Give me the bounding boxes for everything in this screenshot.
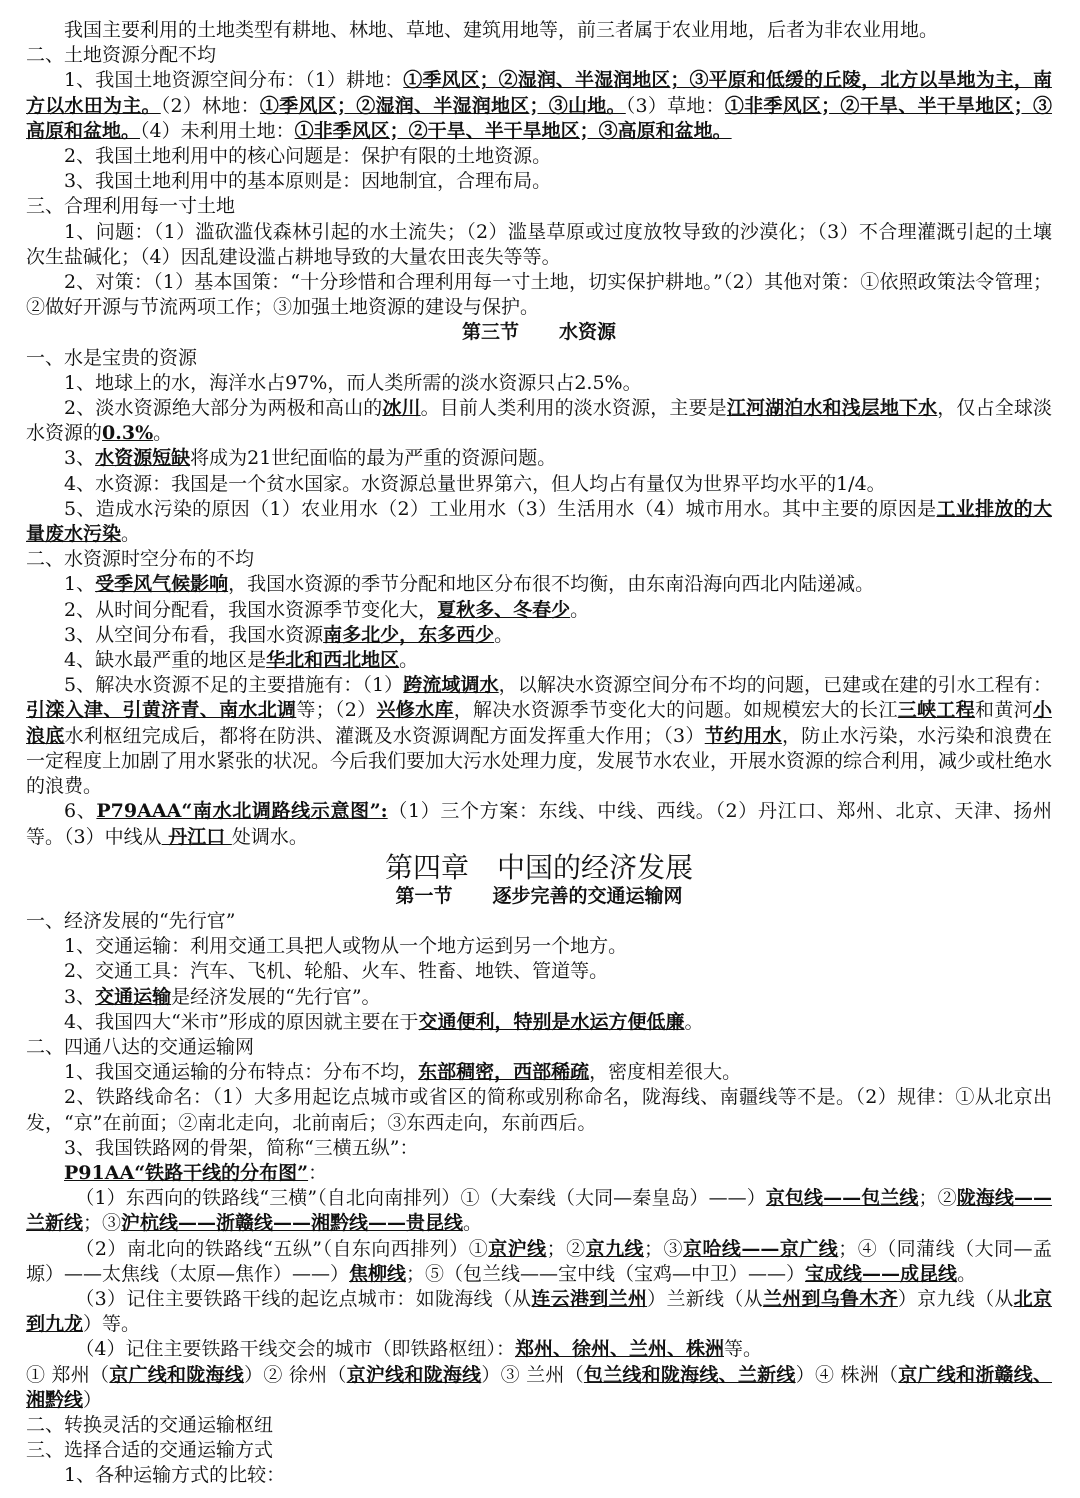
- text: 4、我国四大“米市”形成的原因就主要在于: [64, 1010, 419, 1033]
- key-text: ①非季风区；②干旱、半干旱地区；③高原和盆地。: [26, 94, 1052, 142]
- text: 2、淡水资源绝大部分为两极和高山的: [64, 397, 383, 420]
- key-text: 焦柳线: [349, 1262, 407, 1285]
- section-name: 逐步完善的交通运输网: [492, 884, 683, 907]
- text: ；③: [83, 1212, 122, 1235]
- text: 等。: [724, 1338, 763, 1361]
- heading-network: 二、四通八达的交通运输网: [26, 1035, 255, 1058]
- water-p5: [26, 497, 1052, 547]
- modes-compare: 1、各种运输方式的比较：: [64, 1464, 286, 1487]
- water-t6: [26, 799, 1052, 849]
- transport-e4: [26, 1010, 1052, 1035]
- water-p1: 1、地球上的水，海洋水占97%，而人类所需的淡水资源只占2.5%。: [64, 371, 642, 394]
- land-intro: 我国主要利用的土地类型有耕地、林地、草地、建筑用地等，前三者属于农业用地，后者为非农业用地。: [64, 19, 939, 41]
- key-text: 小浪底: [26, 699, 1052, 747]
- network-endpoints: [26, 1287, 1052, 1337]
- heading-water-uneven: 二、水资源时空分布的不均: [26, 548, 255, 571]
- text: ① 郑州（: [26, 1363, 110, 1386]
- text: 。: [463, 1212, 483, 1235]
- text: 处调水。: [231, 825, 308, 848]
- text: 。: [494, 623, 514, 646]
- text: 4、缺水最严重的地区是: [64, 649, 267, 672]
- text: ，密度相差很大。: [589, 1061, 742, 1084]
- key-text: 京沪线和陇海线: [346, 1363, 482, 1386]
- key-text: 京九线: [585, 1237, 645, 1260]
- text: ）等。: [83, 1313, 141, 1336]
- key-text: 陇海线——兰新线: [26, 1187, 1052, 1235]
- text: 5、解决水资源不足的主要措施有：（1）: [64, 674, 404, 697]
- network-horizontal: [26, 1186, 1052, 1236]
- text: ；②: [546, 1237, 586, 1260]
- text: 。: [399, 649, 419, 672]
- key-text: 引滦入津、引黄济青、南水北调: [26, 699, 297, 722]
- key-text: 京广线和陇海线: [109, 1363, 245, 1386]
- key-text: ①季风区；②湿润、半湿润地区；③平原和低缓的丘陵，北方以旱地为主，南方以水田为主。: [26, 69, 1052, 117]
- chapter-title: 第四章 中国的经济发展: [384, 850, 693, 884]
- key-text: 节约用水: [704, 724, 782, 747]
- key-text: 东部稠密，西部稀疏: [418, 1061, 590, 1084]
- transport-e3: [26, 985, 1052, 1010]
- text: ：: [308, 1161, 328, 1184]
- text: ；⑤（包兰线——宝中线（宝鸡—中卫）——）: [406, 1262, 806, 1285]
- key-text: 受季风气候影响: [95, 573, 229, 596]
- key-text: ①非季风区；②干旱、半干旱地区；③高原和盆地。: [294, 119, 732, 142]
- text: 。: [957, 1262, 977, 1285]
- heading-pioneer: 一、经济发展的“先行官”: [26, 909, 236, 932]
- key-text: 连云港到兰州: [531, 1287, 648, 1310]
- text: 。: [570, 598, 590, 621]
- land-principle: 3、我国土地利用中的基本原则是：因地制宜，合理布局。: [64, 170, 552, 193]
- key-text: 沪杭线——浙赣线——湘黔线——贵昆线: [121, 1212, 464, 1235]
- key-text: 冰川: [382, 397, 421, 420]
- key-text: 交通运输: [95, 985, 172, 1008]
- key-text: 京包线——包兰线: [765, 1187, 919, 1210]
- key-text: 江河湖泊水和浅层地下水: [726, 397, 938, 420]
- section-number: 第一节: [395, 884, 453, 907]
- text: ；④（同蒲线（大同—孟塬）——太焦线（太原—焦作）——）: [26, 1237, 1052, 1285]
- text: 6、: [64, 800, 97, 823]
- key-text: ①季风区；②湿润、半湿润地区；③山地。: [259, 94, 626, 117]
- text: 3、: [64, 447, 96, 470]
- water-t4: [26, 648, 1052, 673]
- text: ）③ 兰州（: [481, 1363, 584, 1386]
- heading-water-precious: 一、水是宝贵的资源: [26, 346, 198, 369]
- land-distribution: [26, 68, 1052, 144]
- text: 。: [121, 523, 141, 546]
- key-text: 南多北少，东多西少: [323, 623, 495, 646]
- text: 。: [684, 1010, 704, 1033]
- key-text: 跨流域调水: [403, 674, 499, 697]
- water-p3: [26, 446, 1052, 471]
- text: （3）草地：: [625, 94, 725, 117]
- water-t1: [26, 572, 1052, 597]
- network-hub-details: [26, 1363, 1052, 1413]
- text: （4）记住主要铁路干线交会的城市（即铁路枢纽）：: [75, 1338, 515, 1361]
- text: （2）南北向的铁路线“五纵”（自东向西排列）①: [75, 1237, 489, 1260]
- heading-modes: 三、选择合适的交通运输方式: [26, 1439, 274, 1462]
- text: ，解决水资源季节变化大的问题。如规模宏大的长江: [453, 699, 898, 722]
- text: 3、: [64, 985, 96, 1008]
- text: （2）林地：: [160, 94, 260, 117]
- text: 1、我国交通运输的分布特点：分布不均，: [64, 1061, 419, 1084]
- key-text: 交通便利，特别是水运方便低廉: [418, 1010, 685, 1033]
- text: 3、从空间分布看，我国水资源: [64, 623, 324, 646]
- key-text: 兰州到乌鲁木齐: [762, 1287, 898, 1310]
- key-text: P79AAA“南水北调路线示意图”:: [96, 800, 388, 823]
- text: （3）记住主要铁路干线的起讫点城市：如陇海线（从: [75, 1287, 532, 1310]
- key-text: 水资源短缺: [95, 447, 191, 470]
- key-text: 丹江口: [161, 825, 232, 848]
- water-t3: [26, 623, 1052, 648]
- key-text: 北京到九龙: [26, 1287, 1052, 1336]
- land-core-issue: 2、我国土地利用中的核心问题是：保护有限的土地资源。: [64, 145, 552, 168]
- text: ）: [83, 1388, 103, 1411]
- heading-land-uneven: 二、土地资源分配不均: [26, 44, 217, 67]
- key-text: 工业排放的大量废水污染: [26, 497, 1052, 546]
- section-title-water: [26, 320, 1052, 345]
- key-text: 0.3%: [102, 422, 154, 445]
- text: 2、从时间分配看，我国水资源季节变化大，: [64, 598, 438, 621]
- network-vertical: [26, 1237, 1052, 1287]
- heading-hubs: 二、转换灵活的交通运输枢纽: [26, 1413, 274, 1436]
- key-text: 郑州、徐州、兰州、株洲: [514, 1338, 724, 1361]
- transport-e1: 1、交通运输：利用交通工具把人或物从一个地方运到另一个地方。: [64, 935, 628, 958]
- land-measures: 2、对策：（1）基本国策：“十分珍惜和合理利用每一寸土地，切实保护耕地。”（2）其他对策：①依照政策法令管理；②做好开源与节流两项工作；③加强土地资源的建设与保护。: [26, 271, 1052, 319]
- text: ；③: [644, 1237, 683, 1260]
- network-r3: 3、我国铁路网的骨架，简称“三横五纵”：: [64, 1136, 419, 1159]
- key-text: 京哈线——京广线: [682, 1237, 839, 1260]
- text: ）京九线（从: [897, 1287, 1014, 1310]
- text: （1）东西向的铁路线“三横”（自北向南排列）①（大秦线（大同—秦皇岛）——）: [75, 1187, 766, 1210]
- text: 等；（2）: [296, 699, 377, 722]
- section-title-transport: [26, 884, 1052, 909]
- text: 。: [153, 422, 173, 445]
- key-text: 夏秋多、冬春少: [437, 598, 571, 621]
- section-number: 第三节: [461, 321, 519, 344]
- text: ，以解决水资源空间分布不均的问题，已建或在建的引水工程有：: [498, 674, 1052, 697]
- text: ）④ 株洲（: [795, 1363, 899, 1386]
- heading-land-rational: 三、合理利用每一寸土地: [26, 195, 236, 218]
- text: 水利枢纽完成后，都将在防洪、灌溉及水资源调配方面发挥重大作用；（3）: [64, 724, 705, 747]
- key-text: 包兰线和陇海线、兰新线: [583, 1363, 796, 1386]
- land-problems: 1、问题：（1）滥砍滥伐森林引起的水土流失；（2）滥垦草原或过度放牧导致的沙漠化；（3）不合理灌溉引起的土壤次生盐碱化；（4）因乱建设滥占耕地导致的大量农田丧失等等。: [26, 220, 1052, 268]
- network-hubs: [26, 1337, 1052, 1362]
- section-name: 水资源: [559, 321, 617, 344]
- text: 和黄河: [975, 699, 1033, 722]
- text: ；②: [918, 1187, 957, 1210]
- text: ，防止水污染，水污染和浪费在一定程度上加剧了用水紧张的状况。今后我们要加大污水处理力度，发展节水农业，开展水资源的综合利用，减少或杜绝水的浪费。: [26, 724, 1053, 798]
- key-text: 三峡工程: [897, 699, 976, 722]
- water-t5: [26, 673, 1052, 799]
- text: 将成为21世纪面临的最为严重的资源问题。: [190, 447, 557, 470]
- text: 5、造成水污染的原因（1）农业用水（2）工业用水（3）生活用水（4）城市用水。其中主要的原因是: [64, 497, 937, 520]
- text: （1）三个方案：东线、中线、西线。（2）丹江口、郑州、北京、天津、扬州等。（3）中线从: [26, 800, 1052, 848]
- network-r2: 2、铁路线命名：（1）大多用起讫点城市或省区的简称或别称命名，陇海线、南疆线等不是。（2）规律：①从北京出发，“京”在前面；②南北走向，北前南后；③东西走向，东前西后。: [26, 1086, 1052, 1134]
- key-text: 宝成线——成昆线: [805, 1262, 958, 1285]
- water-p2: [26, 396, 1052, 446]
- text: 。目前人类利用的淡水资源，主要是: [420, 397, 727, 420]
- network-map-ref: [26, 1161, 1052, 1186]
- text: ，仅占全球淡水资源的: [26, 397, 1052, 445]
- key-text: 京广线和浙赣线、湘黔线: [26, 1363, 1052, 1411]
- key-text: 京沪线: [488, 1237, 547, 1260]
- text: （4）未利用土地：: [140, 119, 295, 142]
- key-text: P91AA“铁路干线的分布图”: [64, 1161, 309, 1184]
- key-text: 兴修水库: [376, 699, 454, 722]
- text: 1、我国土地资源空间分布：（1）耕地：: [64, 69, 404, 92]
- text: 是经济发展的“先行官”。: [171, 985, 381, 1008]
- text: ）兰新线（从: [647, 1287, 763, 1310]
- water-p4: 4、水资源：我国是一个贫水国家。水资源总量世界第六，但人均占有量仅为世界平均水平的1/4。: [64, 472, 886, 495]
- text: 1、: [64, 573, 96, 596]
- transport-e2: 2、交通工具：汽车、飞机、轮船、火车、牲畜、地铁、管道等。: [64, 960, 609, 983]
- text: ，我国水资源的季节分配和地区分布很不均衡，由东南沿海向西北内陆递减。: [228, 573, 875, 596]
- network-r1: [26, 1060, 1052, 1085]
- text: ）② 徐州（: [244, 1363, 347, 1386]
- water-t2: [26, 598, 1052, 623]
- key-text: 华北和西北地区: [266, 649, 400, 672]
